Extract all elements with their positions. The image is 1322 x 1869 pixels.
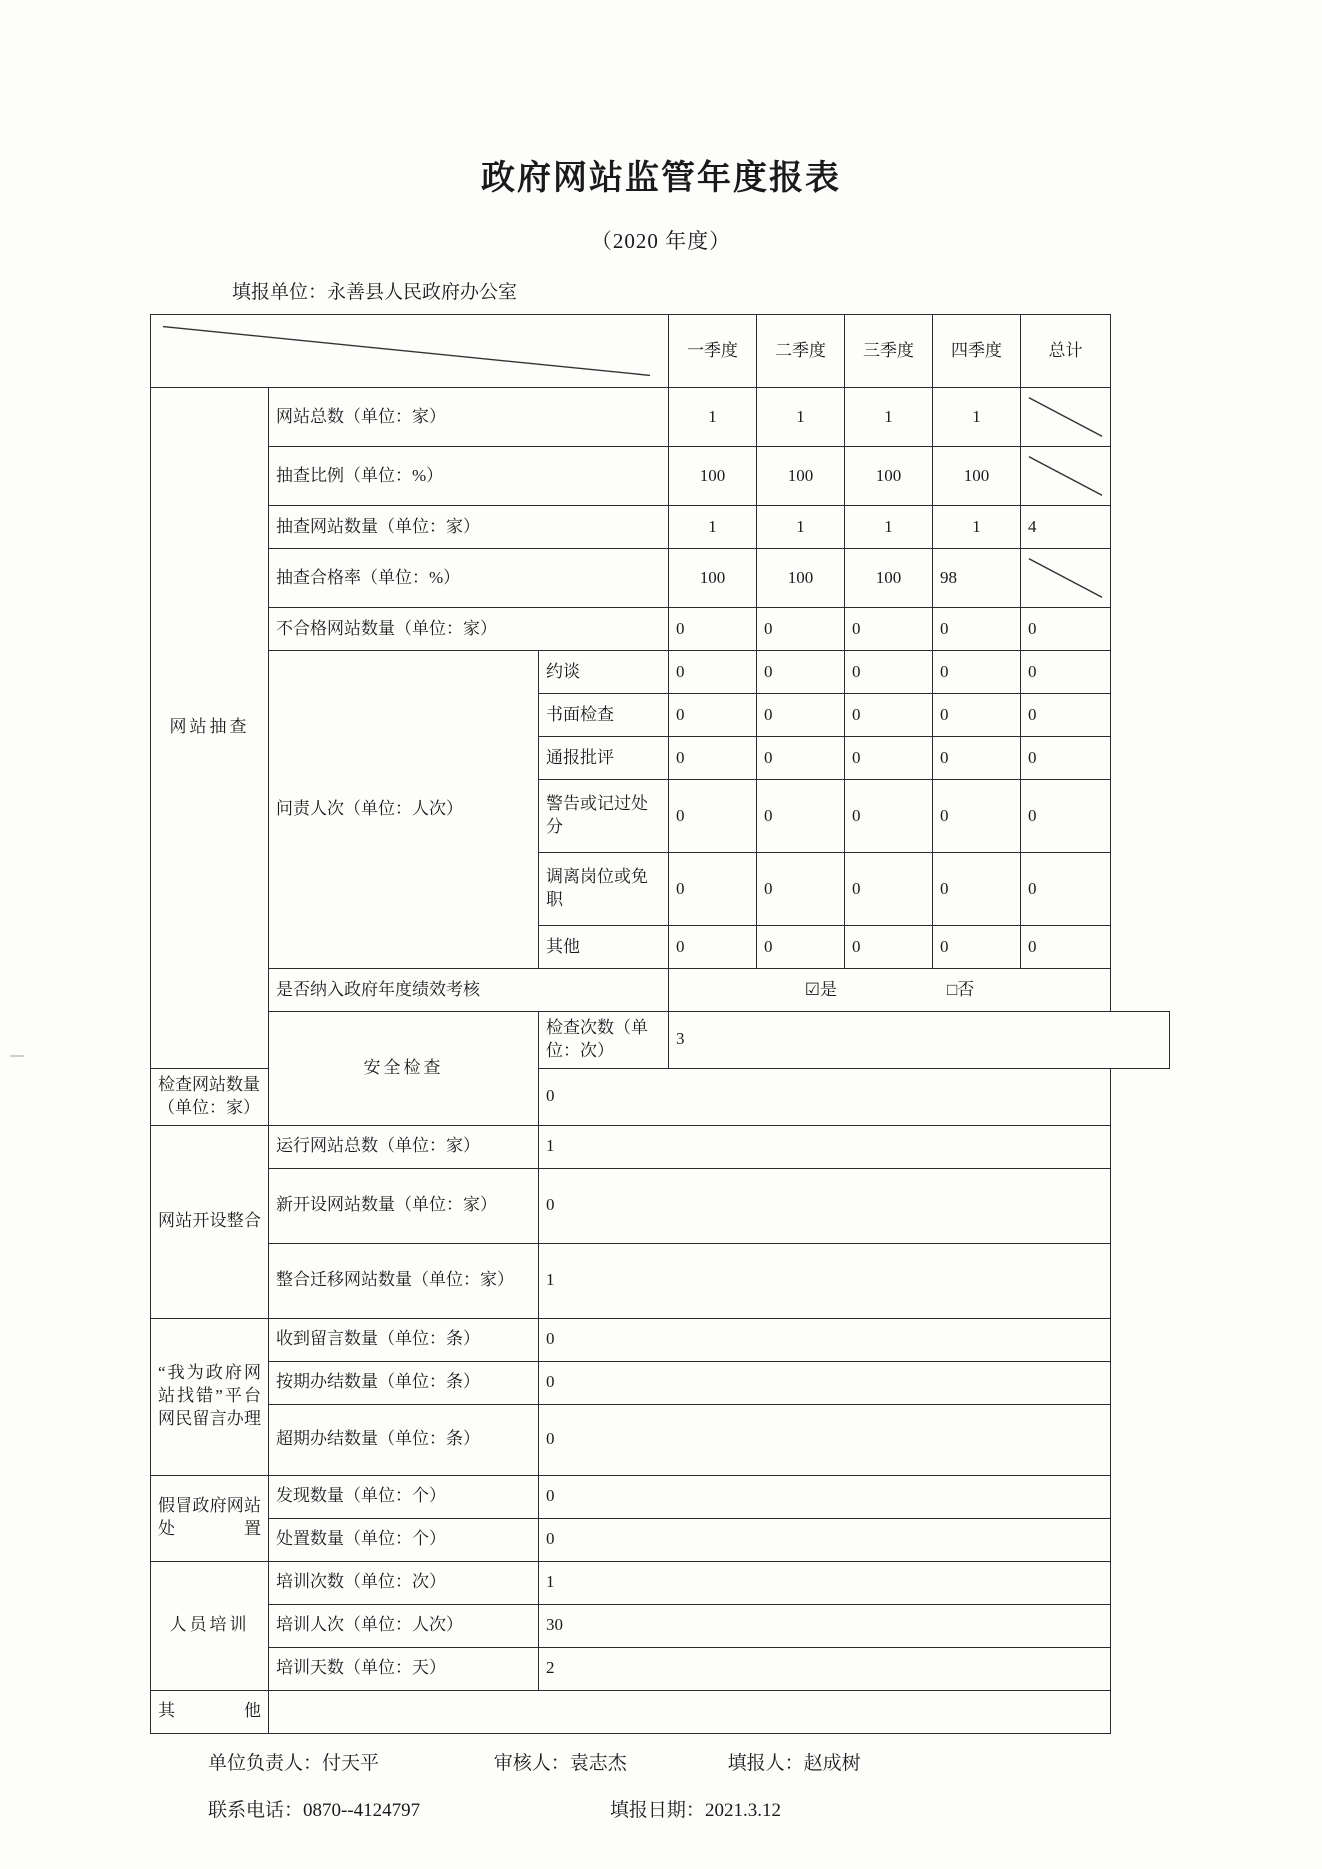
category-setup: 网站开设整合 xyxy=(151,1125,269,1318)
row-label-overdue-resolved: 超期办结数量（单位：条） xyxy=(269,1404,539,1475)
cell-value: 1 xyxy=(669,506,757,549)
header-q2: 二季度 xyxy=(757,315,845,388)
cell-value: 0 xyxy=(757,780,845,853)
table-row xyxy=(151,447,1170,506)
cell-value: 1 xyxy=(539,1125,1111,1168)
cell-value: 0 xyxy=(845,737,933,780)
cell-value: 0 xyxy=(539,1068,1111,1125)
cell-value: 100 xyxy=(845,447,933,506)
cell-value: 1 xyxy=(539,1243,1111,1318)
table-row xyxy=(151,1404,1170,1475)
cell-value: 0 xyxy=(669,780,757,853)
table-row xyxy=(151,1168,1170,1243)
cell-value: 3 xyxy=(669,1012,1170,1069)
table-header-row xyxy=(151,315,1170,388)
table-row xyxy=(151,1561,1170,1604)
header-q4: 四季度 xyxy=(933,315,1021,388)
cell-value: 0 xyxy=(933,608,1021,651)
date-label: 填报日期： xyxy=(609,1799,705,1821)
cell-value: 30 xyxy=(539,1604,1111,1647)
table-row xyxy=(151,1518,1170,1561)
responsible-label: 单位负责人： xyxy=(208,1752,323,1774)
reviewer-label: 审核人： xyxy=(493,1752,570,1774)
header-q3: 三季度 xyxy=(845,315,933,388)
cell-value: 0 xyxy=(669,926,757,969)
cell-value: 100 xyxy=(933,447,1021,506)
row-label-total-sites: 网站总数（单位：家） xyxy=(269,388,669,447)
row-label-inspected-sites: 检查网站数量（单位：家） xyxy=(151,1068,269,1125)
cell-value: 0 xyxy=(933,651,1021,694)
performance-assessment-options xyxy=(669,969,1111,1012)
cell-value: 100 xyxy=(669,549,757,608)
row-label-sampling-ratio: 抽查比例（单位：%） xyxy=(269,447,669,506)
reporting-unit-label: 填报单位： xyxy=(232,282,328,303)
table-row xyxy=(151,1318,1170,1361)
cell-total: 0 xyxy=(1021,651,1111,694)
cell-value: 1 xyxy=(757,506,845,549)
table-row xyxy=(151,388,1170,447)
phone-label: 联系电话： xyxy=(208,1799,304,1821)
cell-value: 98 xyxy=(933,549,1021,608)
footer-row-signatures xyxy=(150,1748,1322,1775)
cell-value: 0 xyxy=(845,853,933,926)
table-row xyxy=(151,608,1170,651)
cell-other-blank xyxy=(269,1690,1111,1733)
row-label-training-days: 培训天数（单位：天） xyxy=(269,1647,539,1690)
cell-value: 0 xyxy=(757,853,845,926)
reporting-unit-value: 永善县人民政府办公室 xyxy=(327,282,518,303)
row-label-inspection-count: 检查次数（单位：次） xyxy=(539,1012,669,1069)
row-label-training-attendance: 培训人次（单位：人次） xyxy=(269,1604,539,1647)
filler-label: 填报人： xyxy=(727,1752,804,1774)
row-label-fake-handled: 处置数量（单位：个） xyxy=(269,1518,539,1561)
cell-value: 0 xyxy=(933,694,1021,737)
row-label-pass-rate: 抽查合格率（单位：%） xyxy=(269,549,669,608)
cell-total-diagonal xyxy=(1021,388,1111,447)
responsible-value: 付天平 xyxy=(322,1752,380,1774)
cell-value: 0 xyxy=(933,780,1021,853)
reporting-unit-line xyxy=(232,277,1322,304)
cell-value: 0 xyxy=(845,780,933,853)
date-value: 2021.3.12 xyxy=(704,1799,781,1821)
cell-value: 1 xyxy=(669,388,757,447)
cell-value: 2 xyxy=(539,1647,1111,1690)
checkbox-no[interactable]: □否 xyxy=(946,979,975,999)
cell-value: 0 xyxy=(669,853,757,926)
cell-value: 0 xyxy=(539,1404,1111,1475)
row-label-migrated-sites: 整合迁移网站数量（单位：家） xyxy=(269,1243,539,1318)
reviewer-value: 袁志杰 xyxy=(569,1752,627,1774)
row-label-messages-received: 收到留言数量（单位：条） xyxy=(269,1318,539,1361)
cell-total: 0 xyxy=(1021,853,1111,926)
cell-value: 0 xyxy=(845,608,933,651)
cell-value: 0 xyxy=(539,1475,1111,1518)
cell-value: 100 xyxy=(757,447,845,506)
row-label-fake-found: 发现数量（单位：个） xyxy=(269,1475,539,1518)
category-training: 人员培训 xyxy=(151,1561,269,1690)
cell-value: 1 xyxy=(539,1561,1111,1604)
cell-value: 0 xyxy=(845,694,933,737)
header-diagonal-cell xyxy=(151,315,669,388)
cell-value: 1 xyxy=(845,506,933,549)
sub-label-written-review: 书面检查 xyxy=(539,694,669,737)
cell-value: 1 xyxy=(757,388,845,447)
cell-value: 0 xyxy=(757,651,845,694)
table-row xyxy=(151,1604,1170,1647)
table-row xyxy=(151,1125,1170,1168)
cell-total: 0 xyxy=(1021,737,1111,780)
cell-value: 0 xyxy=(539,1168,1111,1243)
cell-value: 100 xyxy=(845,549,933,608)
table-row xyxy=(151,1690,1170,1733)
cell-value: 0 xyxy=(757,694,845,737)
checkbox-yes[interactable]: ☑是 xyxy=(804,979,837,999)
row-label-training-sessions: 培训次数（单位：次） xyxy=(269,1561,539,1604)
cell-value: 0 xyxy=(539,1518,1111,1561)
footer-row-contact xyxy=(150,1795,1322,1822)
cell-value: 0 xyxy=(539,1361,1111,1404)
table-row xyxy=(151,651,1170,694)
category-security: 安全检查 xyxy=(269,1012,539,1126)
table-row xyxy=(151,1647,1170,1690)
sub-label-warning-demerit: 警告或记过处分 xyxy=(539,780,669,853)
row-label-new-sites: 新开设网站数量（单位：家） xyxy=(269,1168,539,1243)
category-platform: “我为政府网站找错”平台网民留言办理 xyxy=(151,1318,269,1475)
table-row xyxy=(151,969,1170,1012)
cell-value: 0 xyxy=(669,608,757,651)
cell-value: 0 xyxy=(669,737,757,780)
cell-value: 100 xyxy=(669,447,757,506)
cell-value: 0 xyxy=(845,926,933,969)
cell-value: 0 xyxy=(757,608,845,651)
category-sampling: 网站抽查 xyxy=(151,388,269,1069)
cell-total: 0 xyxy=(1021,926,1111,969)
row-label-accountability: 问责人次（单位：人次） xyxy=(269,651,539,969)
cell-value: 0 xyxy=(539,1318,1111,1361)
cell-value: 0 xyxy=(669,694,757,737)
sub-label-other: 其他 xyxy=(539,926,669,969)
row-label-unqualified: 不合格网站数量（单位：家） xyxy=(269,608,669,651)
sub-label-public-criticism: 通报批评 xyxy=(539,737,669,780)
cell-value: 0 xyxy=(933,737,1021,780)
cell-value: 0 xyxy=(669,651,757,694)
cell-value: 0 xyxy=(757,926,845,969)
sub-label-transfer-dismissal: 调离岗位或免职 xyxy=(539,853,669,926)
sub-label-interview: 约谈 xyxy=(539,651,669,694)
cell-total: 0 xyxy=(1021,694,1111,737)
table-row xyxy=(151,506,1170,549)
cell-total-diagonal xyxy=(1021,447,1111,506)
category-fake: 假冒政府网站处置 xyxy=(151,1475,269,1561)
row-label-sampled-count: 抽查网站数量（单位：家） xyxy=(269,506,669,549)
cell-value: 1 xyxy=(933,506,1021,549)
header-total: 总计 xyxy=(1021,315,1111,388)
cell-value: 0 xyxy=(933,926,1021,969)
row-label-running-sites: 运行网站总数（单位：家） xyxy=(269,1125,539,1168)
page-subtitle: （2020 年度） xyxy=(590,229,732,253)
cell-value: 1 xyxy=(933,388,1021,447)
table-row xyxy=(151,1361,1170,1404)
page-title: 政府网站监管年度报表 xyxy=(481,160,841,197)
table-row xyxy=(151,549,1170,608)
table-row xyxy=(151,1475,1170,1518)
cell-value: 0 xyxy=(845,651,933,694)
cell-total-diagonal xyxy=(1021,549,1111,608)
category-other: 其 他 xyxy=(151,1690,269,1733)
cell-value: 0 xyxy=(933,853,1021,926)
table-row xyxy=(151,1243,1170,1318)
cell-total: 4 xyxy=(1021,506,1111,549)
phone-value: 0870--4124797 xyxy=(303,1799,421,1821)
page-edge-mark xyxy=(10,1055,24,1057)
cell-value: 100 xyxy=(757,549,845,608)
cell-total: 0 xyxy=(1021,780,1111,853)
annual-report-table xyxy=(150,314,1170,1734)
cell-total: 0 xyxy=(1021,608,1111,651)
cell-value: 1 xyxy=(845,388,933,447)
cell-value: 0 xyxy=(757,737,845,780)
row-label-ontime-resolved: 按期办结数量（单位：条） xyxy=(269,1361,539,1404)
document-footer xyxy=(150,1748,1322,1822)
row-label-performance-assessment: 是否纳入政府年度绩效考核 xyxy=(269,969,669,1012)
table-row xyxy=(151,1012,1170,1069)
header-q1: 一季度 xyxy=(669,315,757,388)
filler-value: 赵成树 xyxy=(803,1752,861,1774)
